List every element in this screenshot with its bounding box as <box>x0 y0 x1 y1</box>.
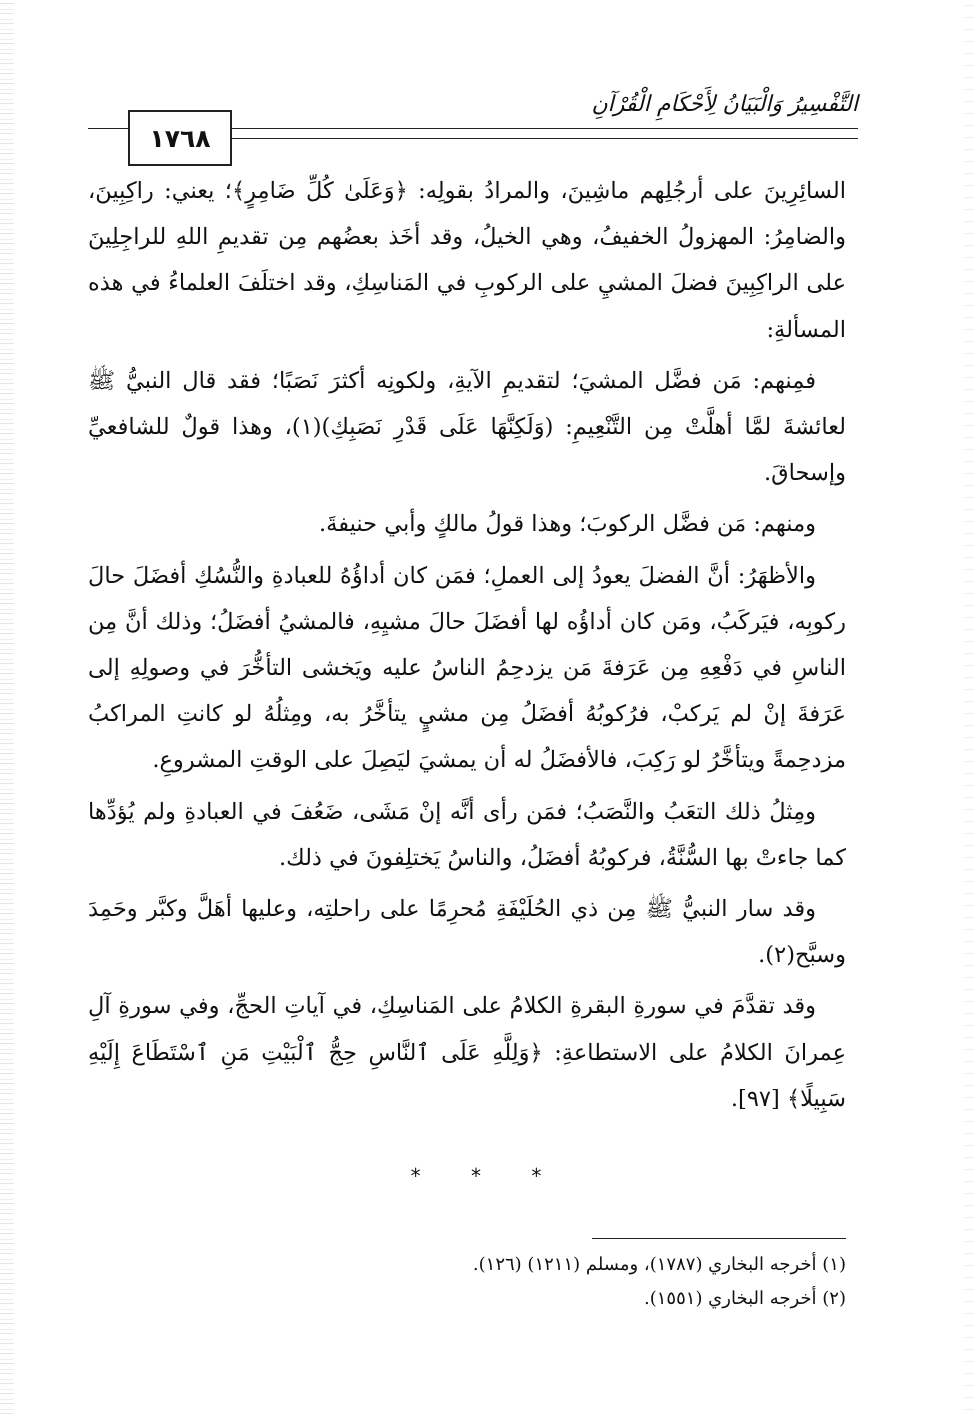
paragraph: فمِنهم: مَن فضَّل المشيَ؛ لتقديمِ الآيةِ، ولكونِه أكثرَ نَصَبًا؛ فقد قال النبيُّ ﷺ لعائشةَ لمَّا أهلَّتْ مِن التَّنْعِيمِ: (وَلَكِنَّهَا عَلَى قَدْرِ نَصَبِكِ)(١)، وهذا قولٌ للشافعيِّ وإسحاقَ. <box>88 367 846 487</box>
section-separator: * * * <box>410 1164 564 1188</box>
paragraph: ومِثلُ ذلك التعَبُ والنَّصَبُ؛ فمَن رأى أنَّه إنْ مَشَى، ضَعُفَ في العبادةِ ولم يُؤدِّها كما جاءتْ بها السُّنَّةُ، فركوبُهُ أفضَلُ، والناسُ يَختلِفونَ في ذلك. <box>88 798 846 871</box>
book-title: التَّفْسِيرُ وَالْبَيَانُ لِأَحْكَامِ الْقُرْآنِ <box>591 92 858 117</box>
header-rule-secondary <box>228 138 858 139</box>
paragraph: وقد سار النبيُّ ﷺ مِن ذي الحُلَيْفَةِ مُحرِمًا على راحلتِه، وعليها أهَلَّ وكبَّر وحَمِدَ وسبَّح(٢). <box>88 896 846 969</box>
scan-edge-right <box>964 0 974 1417</box>
footnote: (١) أخرجه البخاري (١٧٨٧)، ومسلم (١٢١١) (١٢٦). <box>472 1254 846 1275</box>
footnote-rule <box>592 1238 846 1239</box>
paragraph: وقد تقدَّمَ في سورةِ البقرةِ الكلامُ على المَناسِكِ، في آياتِ الحجِّ، وفي سورةِ آلِ عِمرانَ الكلامُ على الاستطاعةِ: ﴿وَلِلَّهِ عَلَى ٱلنَّاسِ حِجُّ ٱلْبَيْتِ مَنِ ٱسْتَطَاعَ إِلَيْهِ سَبِيلًا﴾ [٩٧]. <box>88 993 846 1112</box>
main-text <box>88 168 846 1122</box>
scan-edge-left <box>0 0 14 1417</box>
page-number: ١٧٦٨ <box>128 110 232 166</box>
paragraph: والأظهَرُ: أنَّ الفضلَ يعودُ إلى العملِ؛ فمَن كان أداؤُهُ للعبادةِ والنُّسُكِ أفضَلَ حالَ ركوبِه، فيَركَبُ، ومَن كان أداؤُه لها أفضَلَ حالَ مشيِهِ، فالمشيُ أفضَلُ؛ وذلك أنَّ مِن الناسِ في دَفْعِهِ مِن عَرَفةَ مَن يزدحِمُ الناسُ عليه ويَخشى التأخُّرَ في وصولِهِ إلى عَرَفةَ إنْ لم يَركبْ، فرُكوبُهُ أفضَلُ مِن مشيٍ يتأخَّرُ به، ومِثلُهُ لو كانتِ المراكبُ مزدحِمةً ويتأخَّرُ لو رَكِبَ، فالأفضَلُ له أن يمشيَ ليَصِلَ على الوقتِ المشروعِ. <box>88 562 846 774</box>
paragraph: ومنهم: مَن فضَّل الركوبَ؛ وهذا قولُ مالكٍ وأبي حنيفةَ. <box>319 511 816 538</box>
page-header <box>88 84 858 164</box>
footnotes <box>88 1248 846 1316</box>
paragraph: السائِرِينَ على أرجُلِهم ماشِينَ، والمرادُ بقولِه: ﴿وَعَلَىٰ كُلِّ ضَامِرٍ﴾؛ يعني: راكِبِينَ، والضامِرُ: المهزولُ الخفيفُ، وهي الخيلُ، وقد أخَذ بعضُهم مِن تقديمِ اللهِ للراجِلِينَ على الراكِبِينَ فضلَ المشيِ على الركوبِ في المَناسِكِ، وقد اختلَفَ العلماءُ في هذه المسألةِ: <box>88 178 846 343</box>
footnote: (٢) أخرجه البخاري (١٥٥١). <box>644 1288 846 1309</box>
